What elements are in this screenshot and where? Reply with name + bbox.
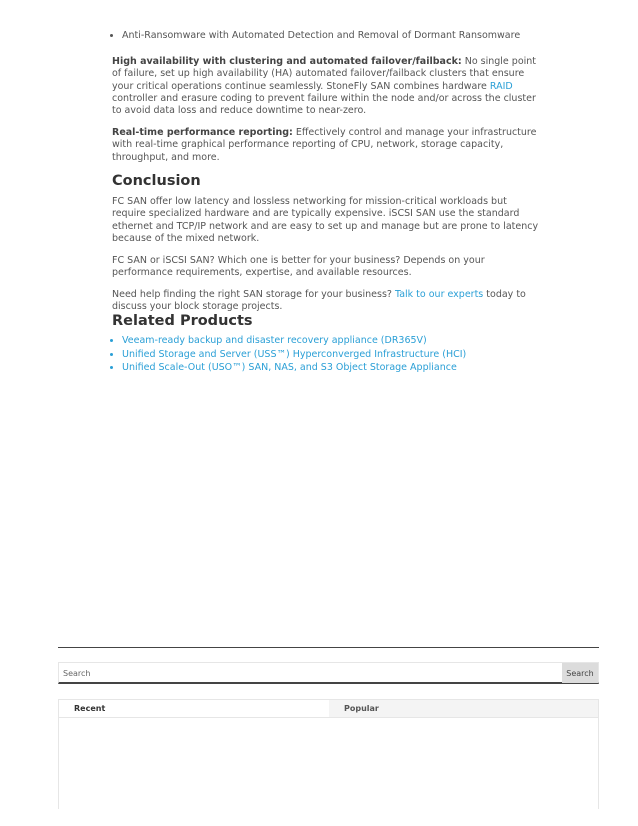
- p3-text-end: today to discuss your block storage projects.: [112, 289, 526, 313]
- conclusion-p1: FC SAN offer low latency and lossless networking for mission-critical workloads but require specialized hardware and are typically expensive. iSCSI SAN use the standard ethernet and TCP/IP network and are easy to set up and manage but are prone to latency because of the mixed network.: [112, 196, 539, 244]
- tab-popular[interactable]: Popular: [344, 704, 379, 713]
- conclusion-p3: [112, 289, 542, 314]
- tab-recent[interactable]: Recent: [59, 700, 329, 717]
- related-product-item: [122, 334, 552, 348]
- search-input[interactable]: [59, 663, 563, 683]
- perf-heading: Real-time performance reporting:: [112, 127, 293, 138]
- ha-text: No single point of failure, set up high availability (HA) automated failover/failback clusters that ensure your critical operations continue seamlessly. StoneFly SAN combines hardware: [112, 56, 537, 92]
- ha-heading: High availability with clustering and automated failover/failback:: [112, 56, 462, 67]
- conclusion-heading: Conclusion: [112, 173, 201, 189]
- feature-list: [112, 30, 552, 42]
- section-divider: [58, 647, 599, 648]
- talk-to-experts-link[interactable]: Talk to our experts: [394, 289, 484, 300]
- related-product-item: [122, 361, 552, 375]
- related-product-link[interactable]: Unified Storage and Server (USS™) Hyperconverged Infrastructure (HCI): [122, 348, 467, 360]
- perf-text: Effectively control and manage your infrastructure with real-time graphical performance reporting of CPU, network, storage capacity, throughput, and more.: [112, 127, 537, 163]
- search-button[interactable]: Search: [562, 663, 598, 683]
- ha-text-end: controller and erasure coding to prevent failure within the node and/or across the cluster to avoid data loss and reduce downtime to near-zero.: [112, 92, 536, 117]
- feature-item: • Anti-Ransomware with Automated Detection and Removal of Dormant Ransomware: [122, 30, 552, 42]
- related-product-link[interactable]: Veeam-ready backup and disaster recovery appliance (DR365V): [122, 335, 427, 346]
- related-products-heading: Related Products: [112, 313, 253, 329]
- perf-paragraph: [112, 127, 542, 164]
- search-form: [58, 662, 599, 684]
- ha-paragraph: [112, 56, 542, 117]
- p3-text: Need help finding the right SAN storage for your business?: [112, 289, 395, 300]
- raid-link[interactable]: RAID: [489, 80, 513, 92]
- conclusion-p2: FC SAN or iSCSI SAN? Which one is better for your business? Depends on your performance requirements, expertise, and available resources.: [112, 255, 485, 279]
- related-products-list: [112, 334, 552, 375]
- posts-tabs-widget: [58, 699, 599, 809]
- related-product-item: [122, 348, 552, 362]
- related-product-link[interactable]: Unified Scale-Out (USO™) SAN, NAS, and S3 Object Storage Appliance: [122, 362, 457, 373]
- tab-bar: [59, 700, 598, 718]
